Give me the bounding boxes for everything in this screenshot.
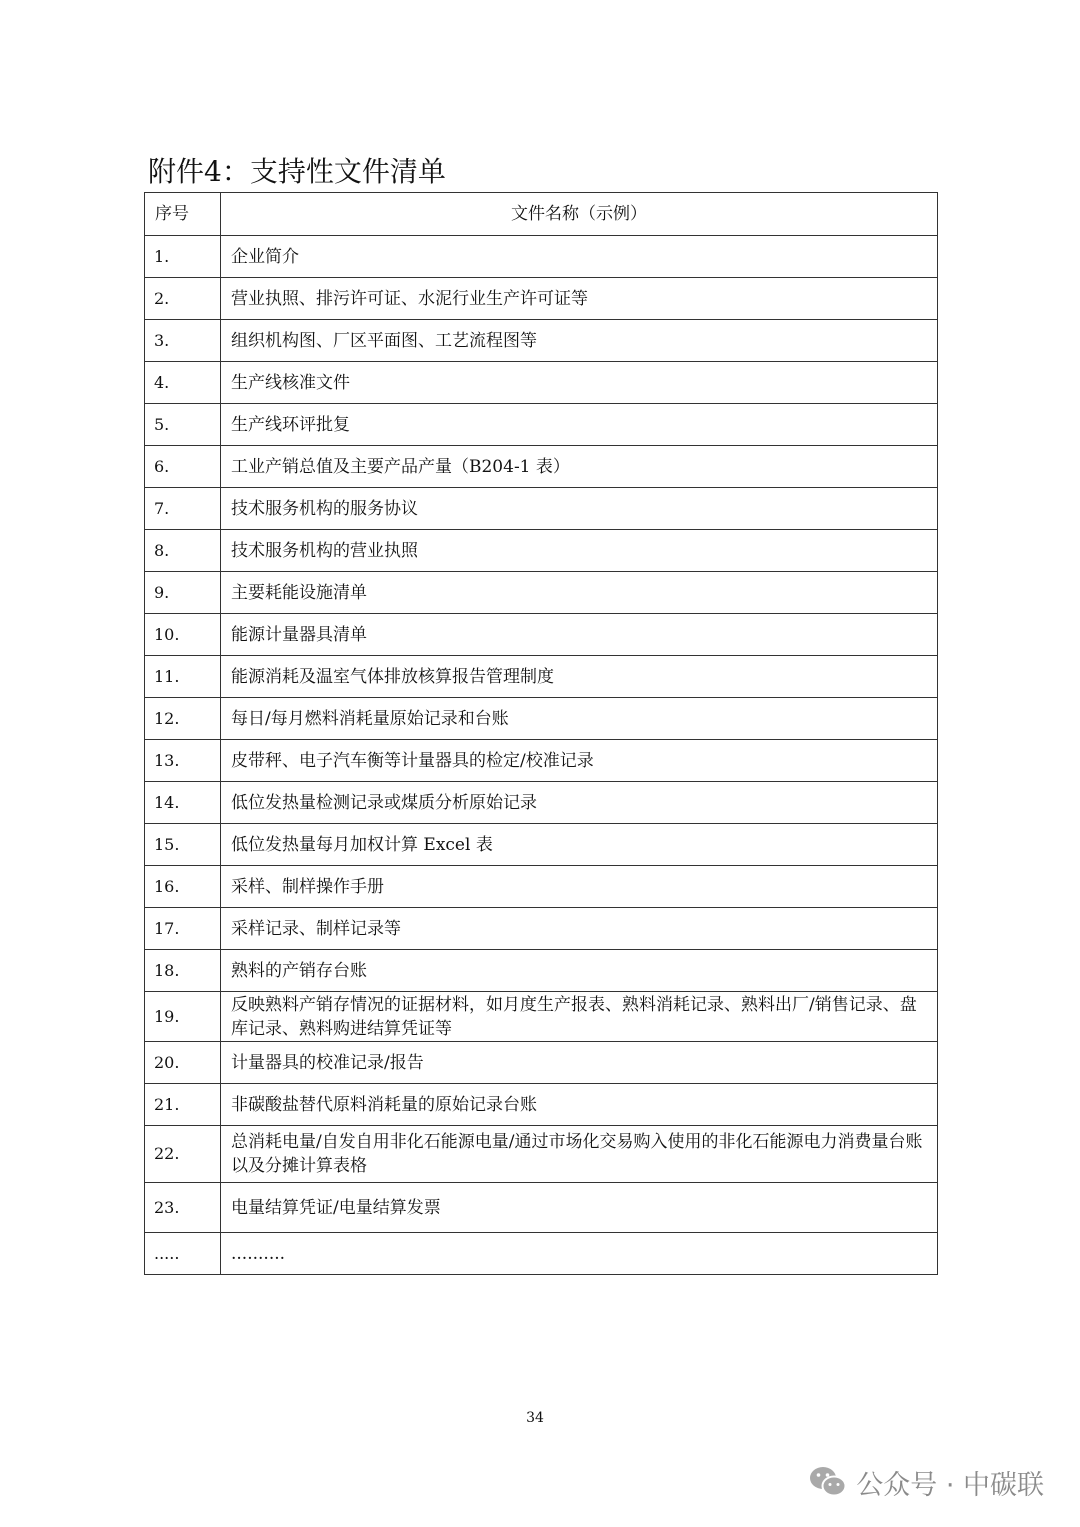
row-number: 8. (145, 530, 221, 572)
table-header-row (145, 193, 938, 236)
row-file-name: 技术服务机构的营业执照 (221, 530, 938, 572)
row-file-name: 生产线环评批复 (221, 404, 938, 446)
row-number: 19. (145, 992, 221, 1042)
row-number: 2. (145, 278, 221, 320)
table-row (145, 740, 938, 782)
table-row (145, 236, 938, 278)
row-file-name: 电量结算凭证/电量结算发票 (221, 1183, 938, 1233)
row-number: 18. (145, 950, 221, 992)
row-file-name: 生产线核准文件 (221, 362, 938, 404)
table-row (145, 530, 938, 572)
header-file-name: 文件名称（示例） (221, 193, 938, 236)
table-row (145, 320, 938, 362)
row-file-name: 主要耗能设施清单 (221, 572, 938, 614)
table-row (145, 782, 938, 824)
row-file-name: 企业简介 (221, 236, 938, 278)
row-file-name: 营业执照、排污许可证、水泥行业生产许可证等 (221, 278, 938, 320)
row-number: ..... (145, 1233, 221, 1275)
row-number: 23. (145, 1183, 221, 1233)
page-number: 34 (526, 1410, 544, 1426)
row-number: 7. (145, 488, 221, 530)
table-row (145, 1183, 938, 1233)
row-file-name: 低位发热量检测记录或煤质分析原始记录 (221, 782, 938, 824)
table-row (145, 488, 938, 530)
wechat-icon (808, 1465, 848, 1499)
table-row (145, 698, 938, 740)
row-number: 9. (145, 572, 221, 614)
row-number: 14. (145, 782, 221, 824)
table-row (145, 362, 938, 404)
document-title: 附件4：支持性文件清单 (148, 155, 446, 188)
table-row (145, 614, 938, 656)
row-number: 4. (145, 362, 221, 404)
table-row (145, 1042, 938, 1084)
row-file-name: 反映熟料产销存情况的证据材料，如月度生产报表、熟料消耗记录、熟料出厂/销售记录、盘库记录、熟料购进结算凭证等 (221, 992, 938, 1042)
row-file-name: 非碳酸盐替代原料消耗量的原始记录台账 (221, 1084, 938, 1126)
row-file-name: 皮带秤、电子汽车衡等计量器具的检定/校准记录 (221, 740, 938, 782)
table-row (145, 446, 938, 488)
table-row (145, 824, 938, 866)
row-file-name: 能源计量器具清单 (221, 614, 938, 656)
row-number: 1. (145, 236, 221, 278)
row-number: 16. (145, 866, 221, 908)
row-file-name: 能源消耗及温室气体排放核算报告管理制度 (221, 656, 938, 698)
row-number: 15. (145, 824, 221, 866)
table-row (145, 866, 938, 908)
row-number: 11. (145, 656, 221, 698)
row-number: 3. (145, 320, 221, 362)
table-row (145, 992, 938, 1042)
row-number: 22. (145, 1126, 221, 1183)
row-file-name: 组织机构图、厂区平面图、工艺流程图等 (221, 320, 938, 362)
row-file-name: 采样、制样操作手册 (221, 866, 938, 908)
row-number: 12. (145, 698, 221, 740)
row-file-name: 熟料的产销存台账 (221, 950, 938, 992)
row-file-name: 技术服务机构的服务协议 (221, 488, 938, 530)
row-number: 21. (145, 1084, 221, 1126)
row-file-name: 低位发热量每月加权计算 Excel 表 (221, 824, 938, 866)
table-row (145, 1233, 938, 1275)
table-row (145, 950, 938, 992)
header-serial-number: 序号 (145, 193, 221, 236)
row-number: 10. (145, 614, 221, 656)
row-file-name: 总消耗电量/自发自用非化石能源电量/通过市场化交易购入使用的非化石能源电力消费量台账以及分摊计算表格 (221, 1126, 938, 1183)
table-row (145, 404, 938, 446)
row-number: 13. (145, 740, 221, 782)
row-number: 17. (145, 908, 221, 950)
watermark-text: 公众号 · 中碳联 (856, 1469, 1044, 1501)
row-file-name: .......... (221, 1233, 938, 1275)
row-file-name: 采样记录、制样记录等 (221, 908, 938, 950)
row-number: 20. (145, 1042, 221, 1084)
row-file-name: 工业产销总值及主要产品产量（B204-1 表） (221, 446, 938, 488)
table-row (145, 278, 938, 320)
watermark (808, 1462, 1044, 1502)
table-row (145, 656, 938, 698)
supporting-documents-table (144, 192, 938, 1275)
table-row (145, 908, 938, 950)
row-file-name: 计量器具的校准记录/报告 (221, 1042, 938, 1084)
row-number: 5. (145, 404, 221, 446)
table-row (145, 1084, 938, 1126)
row-number: 6. (145, 446, 221, 488)
table-row (145, 572, 938, 614)
row-file-name: 每日/每月燃料消耗量原始记录和台账 (221, 698, 938, 740)
table-row (145, 1126, 938, 1183)
